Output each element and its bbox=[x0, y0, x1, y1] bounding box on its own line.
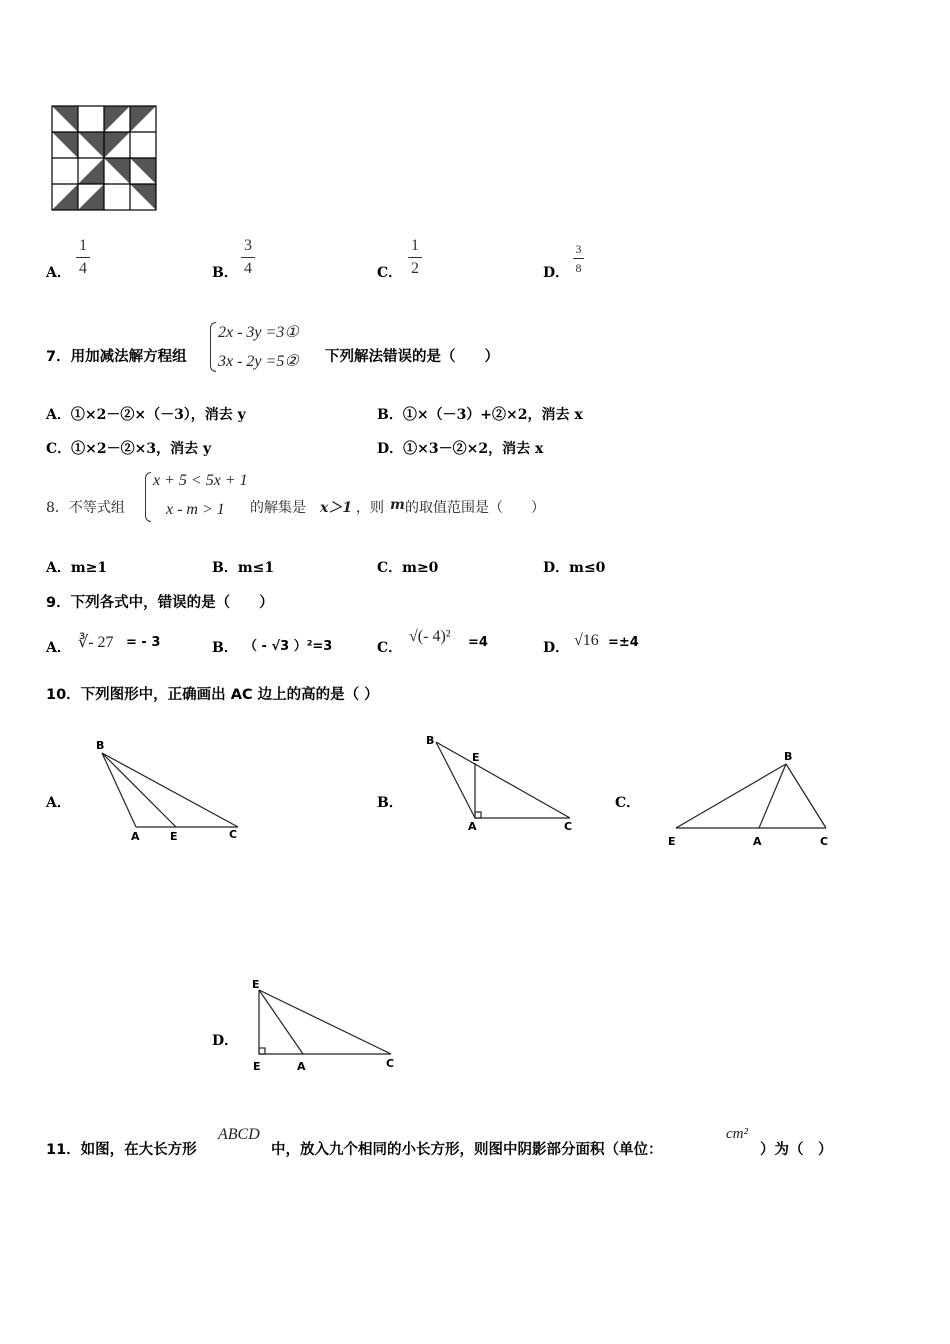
q6-option-d-letter[interactable]: D． bbox=[543, 265, 570, 281]
q9-option-c-letter[interactable]: C． bbox=[377, 640, 403, 656]
denominator: 4 bbox=[244, 260, 252, 277]
q8-suffix-b: x＞1 bbox=[320, 500, 353, 516]
q7-equation-2: 3x - 2y =5② bbox=[218, 353, 299, 370]
q10-stem: 10．下列图形中，正确画出 AC 边上的高的是（ ） bbox=[46, 687, 379, 703]
pinwheel-grid-figure bbox=[50, 104, 160, 219]
label-b: B bbox=[784, 750, 793, 763]
label-a: A bbox=[131, 830, 140, 843]
numerator: 1 bbox=[411, 237, 419, 254]
q7-prefix: 7．用加减法解方程组 bbox=[46, 349, 187, 365]
label-e: E bbox=[472, 751, 480, 764]
q6-option-b-letter[interactable]: B． bbox=[212, 265, 238, 281]
q9-option-d-letter[interactable]: D． bbox=[543, 640, 570, 656]
q10-triangle-a bbox=[90, 735, 250, 845]
numerator: 1 bbox=[79, 237, 87, 254]
q8-suffix-d: m bbox=[390, 497, 405, 513]
label-c: C bbox=[820, 835, 829, 848]
shade-triangle bbox=[130, 106, 156, 132]
shade-triangle bbox=[104, 106, 130, 132]
shade-triangle bbox=[78, 158, 104, 184]
q9-option-c-expr: √(- 4)² bbox=[409, 628, 451, 645]
q8-inequality-1: x + 5 < 5x + 1 bbox=[153, 472, 248, 489]
shade-triangle bbox=[104, 132, 130, 158]
q8-suffix-e: 的取值范围是（ ） bbox=[405, 500, 545, 516]
q10-option-a-letter[interactable]: A． bbox=[46, 795, 71, 811]
q8-option-a[interactable]: A．m≥1 bbox=[46, 560, 108, 576]
q8-suffix-c: ，则 bbox=[356, 500, 384, 516]
shade-triangle bbox=[52, 106, 78, 132]
equation-brace bbox=[210, 322, 216, 372]
q9-option-c-result: =4 bbox=[468, 635, 488, 650]
q10-option-d-letter[interactable]: D． bbox=[212, 1033, 239, 1049]
q6-option-a-letter[interactable]: A． bbox=[46, 265, 71, 281]
numerator: 3 bbox=[244, 237, 252, 254]
q6-option-d-fraction bbox=[573, 243, 584, 274]
q9-option-d-expr: √16 bbox=[574, 632, 599, 649]
q7-option-d[interactable]: D．①×3－②×2，消去 x bbox=[377, 441, 544, 457]
shade-triangle bbox=[52, 184, 78, 210]
label-b: B bbox=[96, 739, 105, 752]
q6-option-b-fraction bbox=[241, 238, 255, 277]
q9-option-b-expr: （ - √3 ）²=3 bbox=[244, 639, 333, 654]
q6-option-c-fraction bbox=[408, 238, 422, 277]
q8-inequality-2: x - m > 1 bbox=[166, 501, 225, 518]
shade-triangle bbox=[52, 132, 78, 158]
label-e-top: E bbox=[252, 978, 260, 991]
q10-option-c-letter[interactable]: C． bbox=[615, 795, 641, 811]
inequality-brace bbox=[145, 472, 151, 522]
q11-suffix: ）为（ ） bbox=[760, 1142, 833, 1158]
shade-triangle bbox=[130, 158, 156, 184]
shade-triangle bbox=[78, 184, 104, 210]
label-e: E bbox=[170, 830, 178, 843]
q6-option-a-fraction bbox=[76, 238, 90, 277]
q11-rect-name: ABCD bbox=[218, 1126, 260, 1143]
label-b: B bbox=[426, 734, 435, 747]
q6-option-c-letter[interactable]: C． bbox=[377, 265, 403, 281]
q7-option-c[interactable]: C．①×2－②×3，消去 y bbox=[46, 441, 212, 457]
label-e-bottom: E bbox=[253, 1060, 261, 1073]
denominator: 2 bbox=[411, 260, 419, 277]
q9-option-a-letter[interactable]: A． bbox=[46, 640, 71, 656]
q10-triangle-c bbox=[662, 744, 842, 854]
denominator: 8 bbox=[575, 261, 582, 275]
q9-option-d-result: =±4 bbox=[608, 635, 639, 650]
shade-triangle bbox=[78, 132, 104, 158]
q8-option-b[interactable]: B．m≤1 bbox=[212, 560, 275, 576]
q8-option-c[interactable]: C．m≥0 bbox=[377, 560, 439, 576]
q10-triangle-d bbox=[245, 972, 405, 1082]
label-a: A bbox=[297, 1060, 306, 1073]
label-a: A bbox=[468, 820, 477, 833]
q8-prefix: 8．不等式组 bbox=[46, 500, 125, 516]
q7-equation-1: 2x - 3y =3① bbox=[218, 324, 299, 341]
label-c: C bbox=[386, 1057, 395, 1070]
q9-stem: 9．下列各式中，错误的是（ ） bbox=[46, 595, 274, 611]
q11-prefix: 11．如图，在大长方形 bbox=[46, 1142, 197, 1158]
q10-option-b-letter[interactable]: B． bbox=[377, 795, 403, 811]
label-e: E bbox=[668, 835, 676, 848]
label-c: C bbox=[229, 828, 238, 841]
shade-triangle bbox=[130, 184, 156, 210]
shade-triangle bbox=[104, 158, 130, 184]
q10-triangle-b bbox=[420, 728, 580, 838]
q7-option-a[interactable]: A．①×2－②×（－3），消去 y bbox=[46, 407, 246, 423]
q8-suffix-a: 的解集是 bbox=[250, 500, 306, 516]
q9-option-a-expr: ∛- 27 bbox=[78, 634, 114, 651]
q11-middle: 中，放入九个相同的小长方形，则图中阴影部分面积（单位： bbox=[271, 1142, 663, 1158]
label-c: C bbox=[564, 820, 573, 833]
label-a: A bbox=[753, 835, 762, 848]
q11-unit: cm² bbox=[726, 1126, 748, 1142]
q7-suffix: 下列解法错误的是（ ） bbox=[325, 349, 499, 365]
q8-option-d[interactable]: D．m≤0 bbox=[543, 560, 606, 576]
numerator: 3 bbox=[575, 242, 582, 256]
denominator: 4 bbox=[79, 260, 87, 277]
q7-option-b[interactable]: B．①×（－3）+②×2，消去 x bbox=[377, 407, 583, 423]
q9-option-a-result: = - 3 bbox=[126, 635, 161, 650]
q9-option-b-letter[interactable]: B． bbox=[212, 640, 238, 656]
